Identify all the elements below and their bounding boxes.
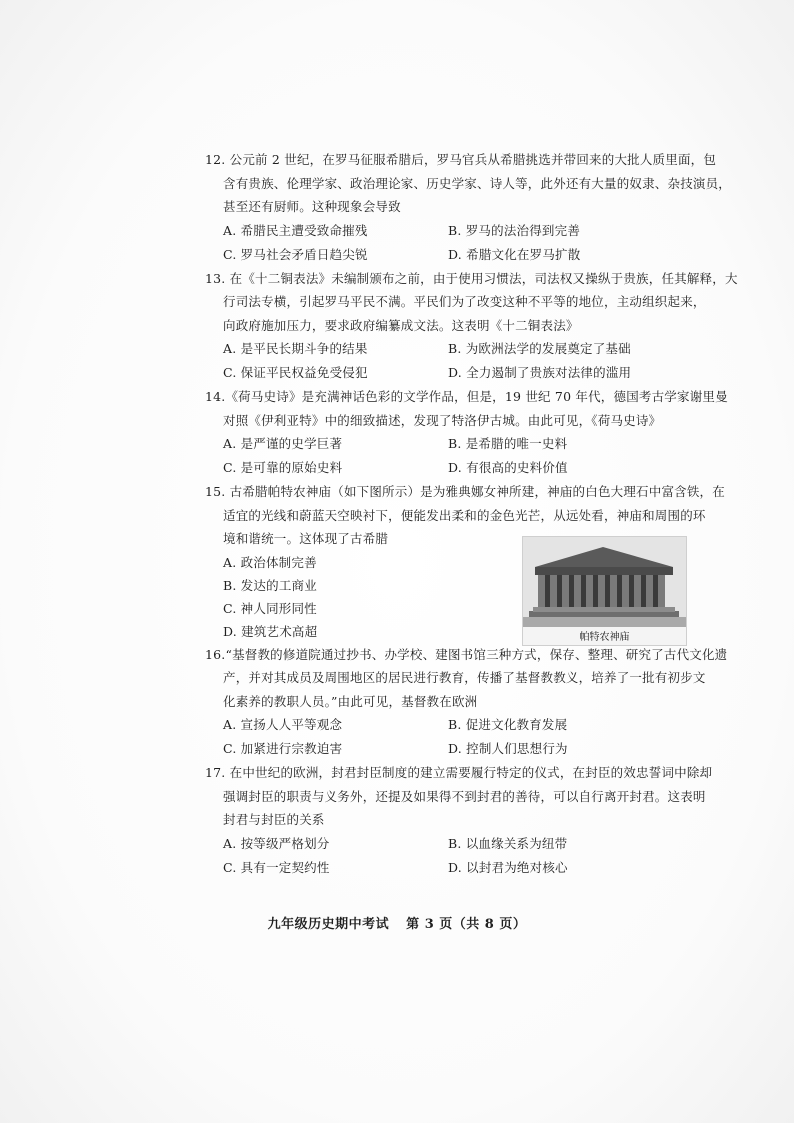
- question-stem-line: 封君与封臣的关系: [223, 812, 325, 827]
- option-b: B. 是希腊的唯一史料: [448, 436, 568, 451]
- option-a: A. 按等级严格划分: [223, 835, 330, 851]
- option-grid: [205, 219, 705, 267]
- question-13: [205, 267, 738, 386]
- question-stem-line: 产，并对其成员及周围地区的居民进行教育，传播了基督教教义，培养了一批有初步文: [223, 670, 706, 685]
- page-number: 第 3 页（共 8 页）: [406, 917, 527, 932]
- option-c: C. 具有一定契约性: [223, 859, 330, 875]
- option-a: A. 是严谨的史学巨著: [223, 436, 343, 451]
- question-list: [205, 148, 738, 880]
- question-stem-line: 向政府施加压力，要求政府编纂成文法。这表明《十二铜表法》: [223, 317, 579, 333]
- option-d: D. 控制人们思想行为: [448, 741, 568, 756]
- page-footer: [0, 913, 794, 932]
- option-grid: [205, 832, 705, 880]
- question-stem-line: 17. 在中世纪的欧洲，封君封臣制度的建立需要履行特定的仪式，在封臣的效忠誓词中除却: [205, 765, 713, 780]
- option-d: D. 有很高的史料价值: [448, 460, 568, 475]
- question-12: [205, 148, 732, 267]
- option-b: B. 以血缘关系为纽带: [448, 835, 568, 851]
- option-a: A. 政治体制完善: [223, 554, 317, 570]
- question-stem-line: 甚至还有厨师。这种现象会导致: [223, 199, 401, 214]
- option-c: C. 是可靠的原始史料: [223, 460, 343, 475]
- question-stem-line: 强调封臣的职责与义务外，还提及如果得不到封君的善待，可以自行离开封君。这表明: [223, 788, 706, 804]
- question-stem-line: 境和谐统一。这体现了古希腊: [223, 531, 389, 546]
- option-d: D. 以封君为绝对核心: [448, 859, 568, 875]
- option-b: B. 发达的工商业: [223, 577, 317, 593]
- option-d: D. 建筑艺术高超: [223, 623, 318, 639]
- question-stem-line: 含有贵族、伦理学家、政治理论家、历史学家、诗人等，此外还有大量的奴隶、杂技演员，: [223, 175, 732, 191]
- option-b: B. 为欧洲法学的发展奠定了基础: [448, 341, 631, 356]
- question-14: [205, 385, 728, 480]
- question-stem-line: 13. 在《十二铜表法》未编制颁布之前，由于使用习惯法，司法权又操纵于贵族，任其解释，大: [205, 270, 738, 286]
- question-stem-line: 行司法专横，引起罗马平民不满。平民们为了改变这种不平等的地位，主动组织起来，: [223, 294, 706, 309]
- question-17: [205, 761, 713, 880]
- option-d: D. 希腊文化在罗马扩散: [448, 246, 581, 262]
- question-stem-line: 12. 公元前 2 世纪，在罗马征服希腊后，罗马官兵从希腊挑选并带回来的大批人质里面，包: [205, 152, 717, 167]
- question-stem-line: 化素养的教职人员。”由此可见，基督教在欧洲: [223, 693, 478, 709]
- figure-caption: 帕特农神庙: [579, 632, 630, 643]
- option-a: A. 是平民长期斗争的结果: [223, 341, 368, 356]
- option-a: A. 希腊民主遭受致命摧残: [223, 222, 368, 238]
- option-c: C. 神人同形同性: [223, 600, 317, 616]
- question-stem-line: 15. 古希腊帕特农神庙（如下图所示）是为雅典娜女神所建，神庙的白色大理石中富含铁，在: [205, 484, 725, 499]
- option-grid: [205, 432, 705, 480]
- question-stem-line: 对照《伊利亚特》中的细致描述，发现了特洛伊古城。由此可见，《荷马史诗》: [223, 412, 662, 428]
- option-b: B. 促进文化教育发展: [448, 717, 568, 732]
- question-16: [205, 643, 728, 762]
- option-b: B. 罗马的法治得到完善: [448, 222, 581, 238]
- option-grid: [205, 337, 705, 385]
- option-c: C. 保证平民权益免受侵犯: [223, 365, 368, 380]
- question-stem-line: 适宜的光线和蔚蓝天空映衬下，便能发出柔和的金色光芒，从远处看，神庙和周围的环: [223, 507, 706, 523]
- parthenon-photo: [522, 536, 687, 646]
- option-a: A. 宣扬人人平等观念: [223, 717, 343, 732]
- exam-title: 九年级历史期中考试: [267, 917, 390, 932]
- option-d: D. 全力遏制了贵族对法律的滥用: [448, 365, 632, 380]
- option-c: C. 罗马社会矛盾日趋尖锐: [223, 246, 368, 262]
- option-grid: [205, 713, 705, 761]
- question-stem-line: 16.“基督教的修道院通过抄书、办学校、建图书馆三种方式，保存、整理、研究了古代文化遗: [205, 646, 728, 662]
- question-stem-line: 14.《荷马史诗》是充满神话色彩的文学作品，但是，19 世纪 70 年代，德国考古学家谢里曼: [205, 389, 728, 404]
- option-c: C. 加紧进行宗教迫害: [223, 741, 343, 756]
